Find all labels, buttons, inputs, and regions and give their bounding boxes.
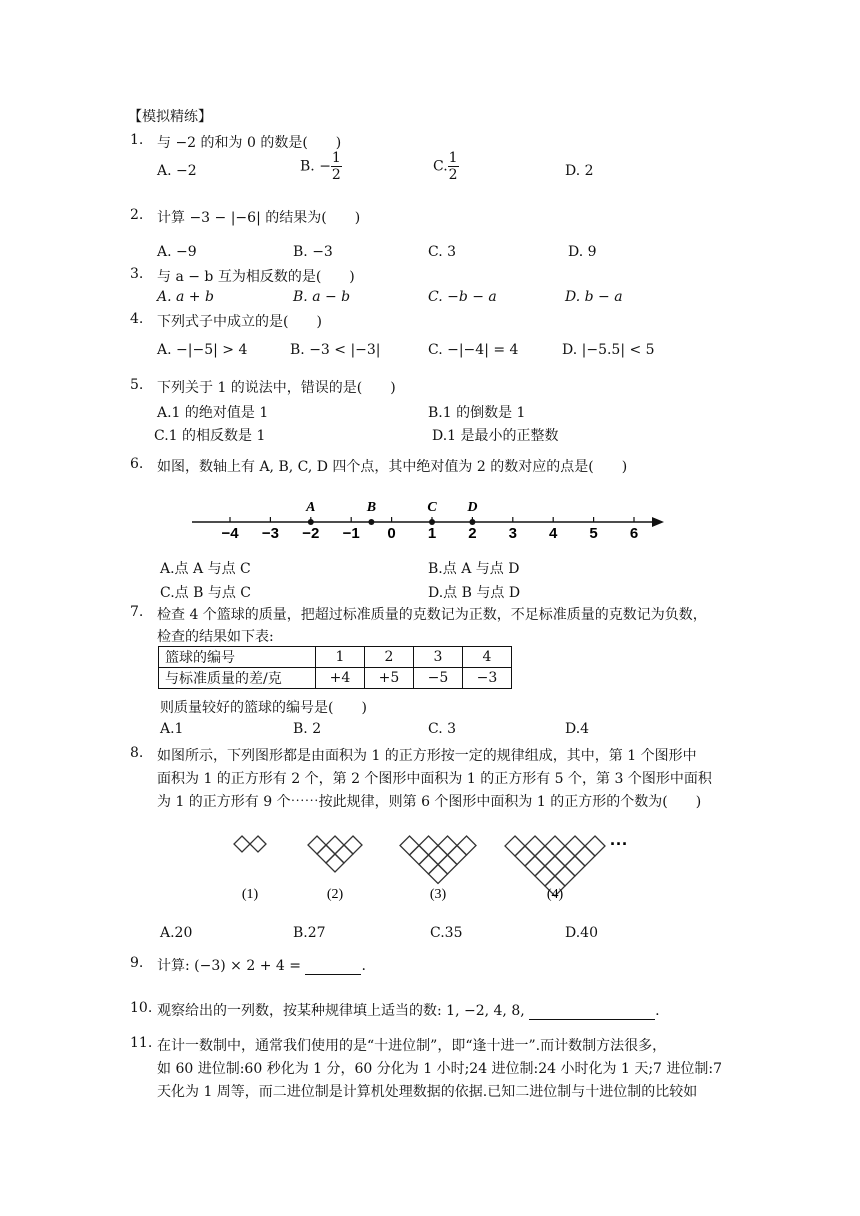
axis-tick-label: 6	[629, 525, 639, 542]
q1-number: 1.	[130, 132, 144, 148]
q3-number: 3.	[130, 266, 144, 282]
axis-tick-label: −3	[261, 525, 279, 542]
unit-square	[555, 866, 575, 886]
square-pattern-figures	[220, 818, 640, 908]
unit-square	[410, 846, 429, 865]
q8-option-c: C.35	[430, 925, 463, 941]
q3-option-a: A. a + b	[157, 289, 214, 305]
q4-option-b: B. −3 < |−3|	[290, 342, 381, 358]
q5-option-b: B.1 的倒数是 1	[428, 405, 526, 421]
figure-label: (1)	[241, 887, 259, 902]
q5-option-c: C.1 的相反数是 1	[154, 428, 266, 444]
figure-label: (3)	[429, 887, 447, 902]
unit-square	[565, 836, 585, 856]
point-marker	[469, 519, 475, 525]
figure-label: (4)	[546, 887, 564, 902]
q7-option-d: D.4	[565, 721, 590, 737]
q7-stem-line2: 检查的结果如下表:	[157, 629, 274, 645]
unit-square	[575, 846, 595, 866]
unit-square	[535, 846, 555, 866]
q5-option-d: D.1 是最小的正整数	[432, 428, 559, 444]
unit-square	[234, 836, 250, 852]
number-line-figure	[186, 492, 676, 550]
q3-option-d: D. b − a	[565, 289, 623, 305]
unit-square	[457, 836, 476, 855]
q2-option-d: D. 9	[568, 244, 597, 260]
unit-square	[317, 845, 335, 863]
axis-tick-label: 4	[549, 525, 558, 542]
unit-square	[419, 836, 438, 855]
table-row-header: 与标准质量的差/克	[159, 668, 316, 689]
q7-stem-line1: 检查 4 个篮球的质量，把超过标准质量的克数记为正数，不足标准质量的克数记为负数，	[157, 607, 707, 623]
q6-option-b: B.点 A 与点 D	[428, 561, 520, 577]
pattern-figure	[234, 836, 266, 852]
q5-stem: 下列关于 1 的说法中，错误的是( )	[157, 380, 396, 396]
q1-option-c-denominator: 2	[448, 167, 458, 183]
basketball-table	[158, 646, 512, 689]
q9-number: 9.	[130, 955, 144, 971]
table-cell: 2	[365, 647, 414, 668]
unit-square	[429, 865, 448, 884]
table-row	[159, 647, 512, 668]
unit-square	[525, 856, 545, 876]
unit-square	[448, 846, 467, 865]
q8-option-a: A.20	[160, 925, 193, 941]
q3-option-c: C. −b − a	[428, 289, 497, 305]
q11-line1: 在计一数制中，通常我们使用的是“十进位制”，即“逢十进一”.而计数制方法很多，	[157, 1038, 667, 1054]
q3-stem: 与 a − b 互为相反数的是( )	[157, 269, 355, 285]
table-cell: +4	[316, 668, 365, 689]
q5-number: 5.	[130, 377, 144, 393]
q8-stem-line3: 为 1 的正方形有 9 个⋯⋯按此规律，则第 6 个图形中面积为 1 的正方形的个数为( )	[157, 794, 702, 810]
unit-square	[545, 836, 565, 856]
q10-answer-blank	[529, 1005, 655, 1020]
unit-square	[585, 836, 605, 856]
q10-end: .	[655, 1003, 660, 1019]
q1-option-c-fraction	[448, 150, 459, 183]
q7-option-b: B. 2	[293, 721, 322, 737]
point-label: A	[306, 500, 316, 515]
table-row	[159, 668, 512, 689]
q9-line	[157, 955, 366, 975]
q1-option-b	[300, 150, 342, 183]
unit-square	[505, 836, 525, 856]
q2-stem: 计算 −3 − |−6| 的结果为( )	[157, 210, 361, 226]
q6-option-c: C.点 B 与点 C	[160, 585, 252, 601]
figure-label: (2)	[326, 887, 344, 902]
axis-tick-label: −2	[302, 525, 320, 542]
q10-line	[157, 1000, 660, 1020]
q7-option-a: A.1	[160, 721, 184, 737]
q1-option-b-fraction	[331, 150, 342, 183]
pattern-figure	[308, 836, 362, 872]
q9-answer-blank	[305, 960, 361, 975]
q1-option-a: A. −2	[157, 163, 197, 179]
table-row-header: 篮球的编号	[159, 647, 316, 668]
unit-square	[326, 854, 344, 872]
q2-option-c: C. 3	[428, 244, 457, 260]
q8-stem-line1: 如图所示，下列图形都是由面积为 1 的正方形按一定的规律组成，其中，第 1 个图形中	[157, 748, 697, 764]
q1-option-b-denominator: 2	[331, 167, 341, 183]
q4-number: 4.	[130, 311, 144, 327]
q1-option-c-numerator: 1	[448, 150, 458, 166]
q1-option-b-prefix: B. −	[300, 158, 331, 175]
q4-option-c: C. −|−4| = 4	[428, 342, 519, 358]
axis-tick-label: 5	[589, 525, 598, 542]
unit-square	[335, 845, 353, 863]
table-cell: −3	[463, 668, 512, 689]
q2-number: 2.	[130, 207, 144, 223]
table-cell: −5	[414, 668, 463, 689]
q3-option-b: B. a − b	[293, 289, 351, 305]
q6-option-d: D.点 B 与点 D	[428, 585, 521, 601]
q8-option-d: D.40	[565, 925, 598, 941]
unit-square	[326, 836, 344, 854]
axis-tick-label: −1	[342, 525, 360, 542]
q2-option-b: B. −3	[293, 244, 333, 260]
q5-option-a: A.1 的绝对值是 1	[157, 405, 269, 421]
q8-stem-line2: 面积为 1 的正方形有 2 个，第 2 个图形中面积为 1 的正方形有 5 个，第 3 个图形中面积	[157, 771, 712, 787]
q11-line2: 如 60 进位制:60 秒化为 1 分，60 分化为 1 小时;24 进位制:24 小时化为 1 天;7 进位制:7	[157, 1061, 723, 1077]
q11-number: 11.	[130, 1035, 153, 1051]
q2-option-a: A. −9	[157, 244, 197, 260]
unit-square	[525, 836, 545, 856]
q1-option-d: D. 2	[565, 163, 594, 179]
point-label: D	[467, 500, 478, 515]
unit-square	[344, 836, 362, 854]
table-cell: 1	[316, 647, 365, 668]
unit-square	[400, 836, 419, 855]
unit-square	[419, 855, 438, 874]
ellipsis: ···	[610, 834, 628, 854]
q10-number: 10.	[130, 1000, 153, 1016]
point-marker	[308, 519, 314, 525]
q1-option-c	[433, 150, 459, 183]
point-label: C	[427, 500, 437, 515]
pattern-figure	[400, 836, 476, 884]
unit-square	[515, 846, 535, 866]
unit-square	[250, 836, 266, 852]
q4-stem: 下列式子中成立的是( )	[157, 314, 322, 330]
q6-number: 6.	[130, 456, 144, 472]
unit-square	[438, 855, 457, 874]
q4-option-a: A. −|−5| > 4	[157, 342, 248, 358]
q8-option-b: B.27	[293, 925, 326, 941]
unit-square	[429, 846, 448, 865]
q6-option-a: A.点 A 与点 C	[160, 561, 251, 577]
unit-square	[308, 836, 326, 854]
axis-tick-label: 0	[387, 525, 396, 542]
unit-square	[535, 866, 555, 886]
q8-number: 8.	[130, 745, 144, 761]
q7-stem-line3: 则质量较好的篮球的编号是( )	[160, 700, 367, 716]
unit-square	[545, 856, 565, 876]
section-title: 【模拟精练】	[128, 109, 212, 125]
q9-end: .	[361, 958, 366, 974]
q4-option-d: D. |−5.5| < 5	[562, 342, 655, 358]
table-cell: +5	[365, 668, 414, 689]
point-marker	[429, 519, 435, 525]
axis-tick-label: −4	[221, 525, 239, 542]
q1-option-c-prefix: C.	[433, 158, 448, 175]
axis-tick-label: 1	[427, 525, 437, 542]
table-cell: 4	[463, 647, 512, 668]
q9-stem: 计算: (−3) × 2 + 4 =	[157, 958, 301, 974]
q10-stem: 观察给出的一列数，按某种规律填上适当的数: 1, −2, 4, 8,	[157, 1003, 525, 1019]
q1-option-b-numerator: 1	[331, 150, 341, 166]
unit-square	[555, 846, 575, 866]
unit-square	[438, 836, 457, 855]
number-line-arrow-icon	[652, 517, 664, 527]
q7-option-c: C. 3	[428, 721, 457, 737]
axis-tick-label: 2	[468, 525, 477, 542]
q1-stem: 与 −2 的和为 0 的数是( )	[157, 135, 342, 151]
point-marker	[368, 519, 374, 525]
unit-square	[565, 856, 585, 876]
point-label: B	[366, 500, 377, 515]
table-cell: 3	[414, 647, 463, 668]
q7-number: 7.	[130, 604, 144, 620]
q6-stem: 如图，数轴上有 A, B, C, D 四个点，其中绝对值为 2 的数对应的点是( )	[157, 459, 628, 475]
q11-line3: 天化为 1 周等，而二进位制是计算机处理数据的依据.已知二进位制与十进位制的比较如	[157, 1084, 698, 1100]
axis-tick-label: 3	[508, 525, 517, 542]
